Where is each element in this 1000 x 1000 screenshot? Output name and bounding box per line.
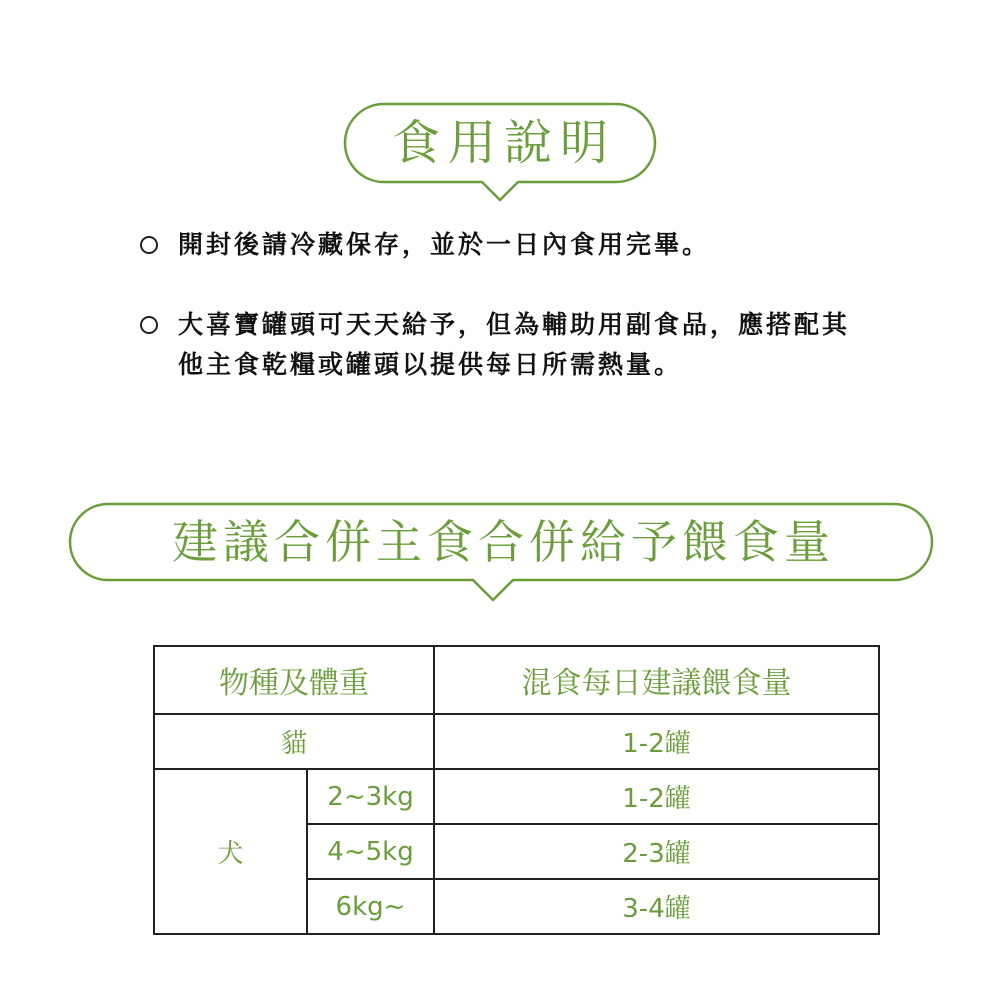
section-title: 建議合併主食合併給予餵食量 [172,515,835,569]
amount-cell: 1-2罐 [434,769,879,824]
weight-cell: 4~5kg [307,824,434,879]
amount-cell: 1-2罐 [434,714,879,769]
species-cell: 貓 [154,714,434,769]
usage-note [140,225,860,265]
table-header-daily-amount: 混食每日建議餵食量 [434,646,879,714]
amount-cell: 2-3罐 [434,824,879,879]
weight-cell: 2~3kg [307,769,434,824]
section-title-bubble-usage [340,98,660,208]
circle-bullet-icon [140,316,158,334]
table-header-species-weight: 物種及體重 [154,646,434,714]
section-title-bubble-feeding [68,500,934,606]
usage-note [140,305,860,385]
circle-bullet-icon [140,236,158,254]
usage-note-text: 大喜寶罐頭可天天給予，但為輔助用副食品，應搭配其他主食乾糧或罐頭以提供每日所需熱量。 [178,310,851,379]
feeding-table [153,645,880,935]
species-cell: 犬 [154,769,307,934]
table-row [154,714,879,769]
weight-cell: 6kg~ [307,879,434,934]
section-title: 食用說明 [391,115,616,171]
amount-cell: 3-4罐 [434,879,879,934]
usage-note-text: 開封後請冷藏保存，並於一日內食用完畢。 [178,230,711,259]
table-row [154,769,879,824]
